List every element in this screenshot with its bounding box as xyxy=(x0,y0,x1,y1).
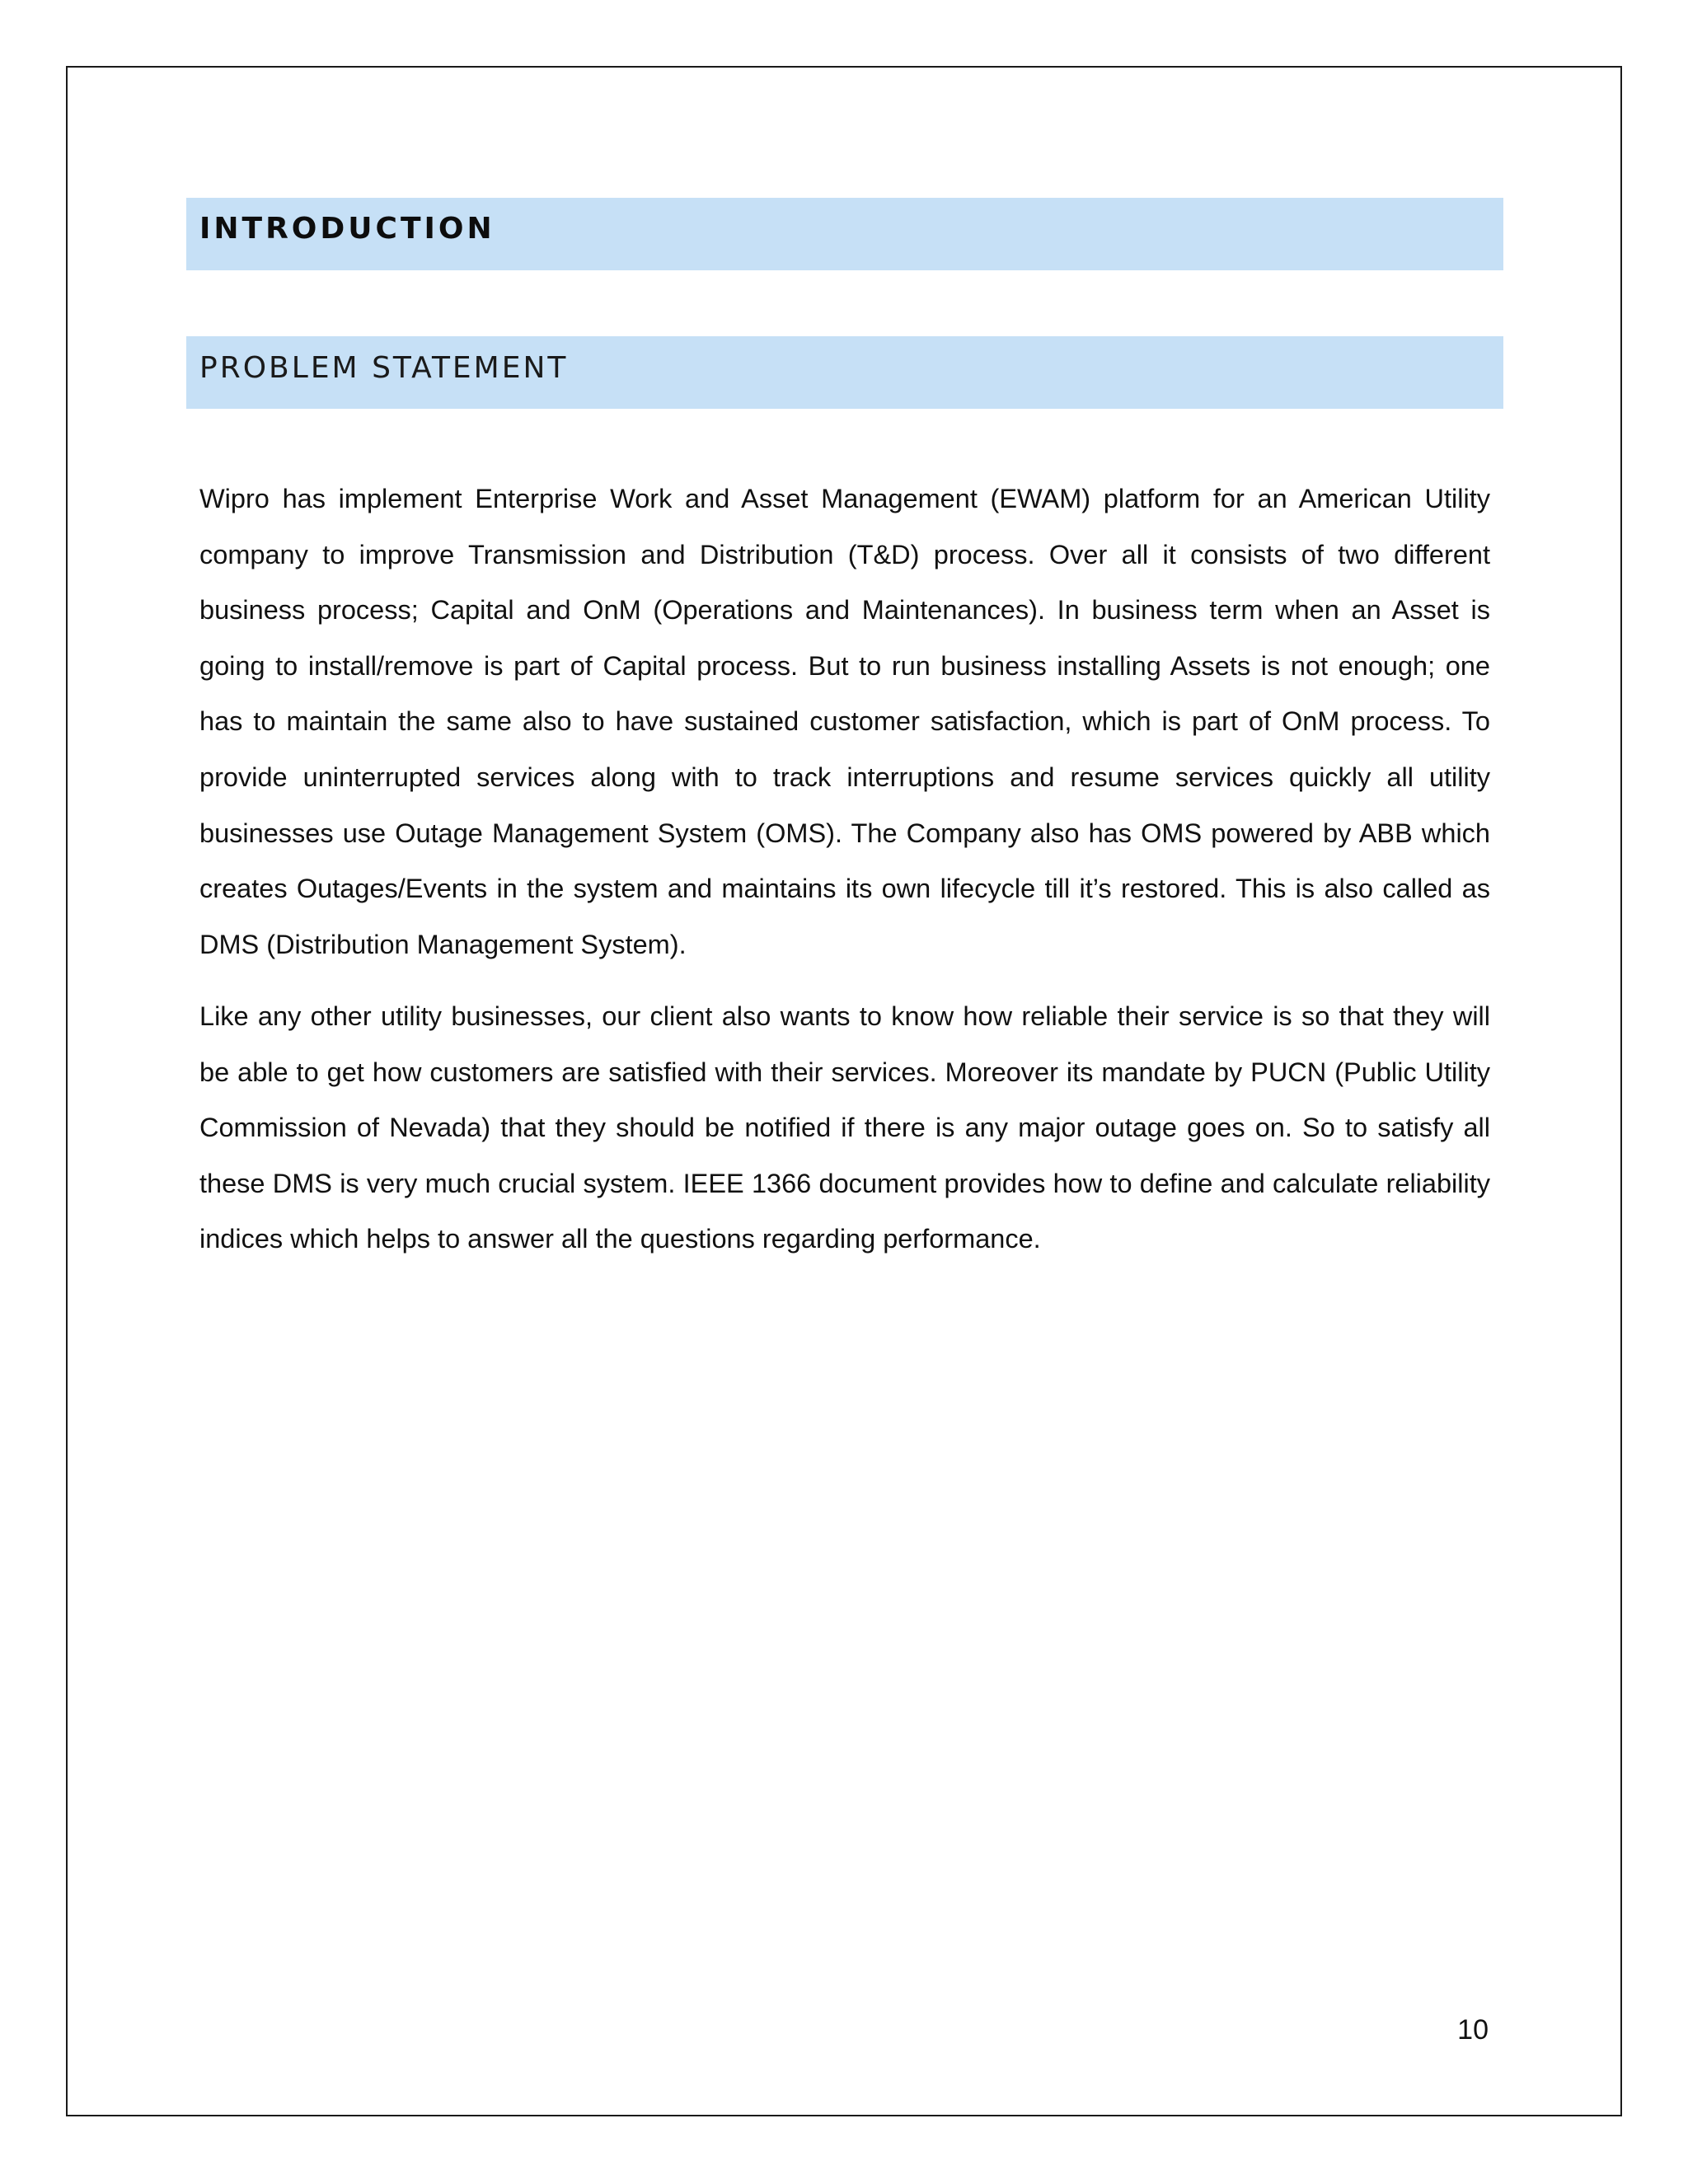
introduction-heading: INTRODUCTION xyxy=(199,211,495,246)
body-paragraph-1: Wipro has implement Enterprise Work and Asset Management (EWAM) platform for an American Utility company to improve Transmission and Distribution (T&D) process. Over all it consists of two different business process; Capital and OnM (Operations and Maintenances). In business term when an Asset is going to install/remove is part of Capital process. But to run business installing Assets is not enough; one has to maintain the same also to have sustained customer satisfaction, which is part of OnM process. To provide uninterrupted services along with to track interruptions and resume services quickly all utility businesses use Outage Management System (OMS). The Company also has OMS powered by ABB which creates Outages/Events in the system and maintains its own lifecycle till it’s restored. This is also called as DMS (Distribution Management System). xyxy=(199,484,1490,959)
page-number: 10 xyxy=(1457,2014,1489,2046)
problem-statement-heading-band xyxy=(186,336,1503,409)
introduction-heading-band xyxy=(186,198,1503,270)
problem-statement-heading: PROBLEM STATEMENT xyxy=(199,350,569,385)
body-paragraph-2: Like any other utility businesses, our client also wants to know how reliable their service is so that they will be able to get how customers are satisfied with their services. Moreover its mandate by PUCN (Public Utility Commission of Nevada) that they should be notified if there is any major outage goes on. So to satisfy all these DMS is very much crucial system. IEEE 1366 document provides how to define and calculate reliability indices which helps to answer all the questions regarding performance. xyxy=(199,1001,1490,1254)
